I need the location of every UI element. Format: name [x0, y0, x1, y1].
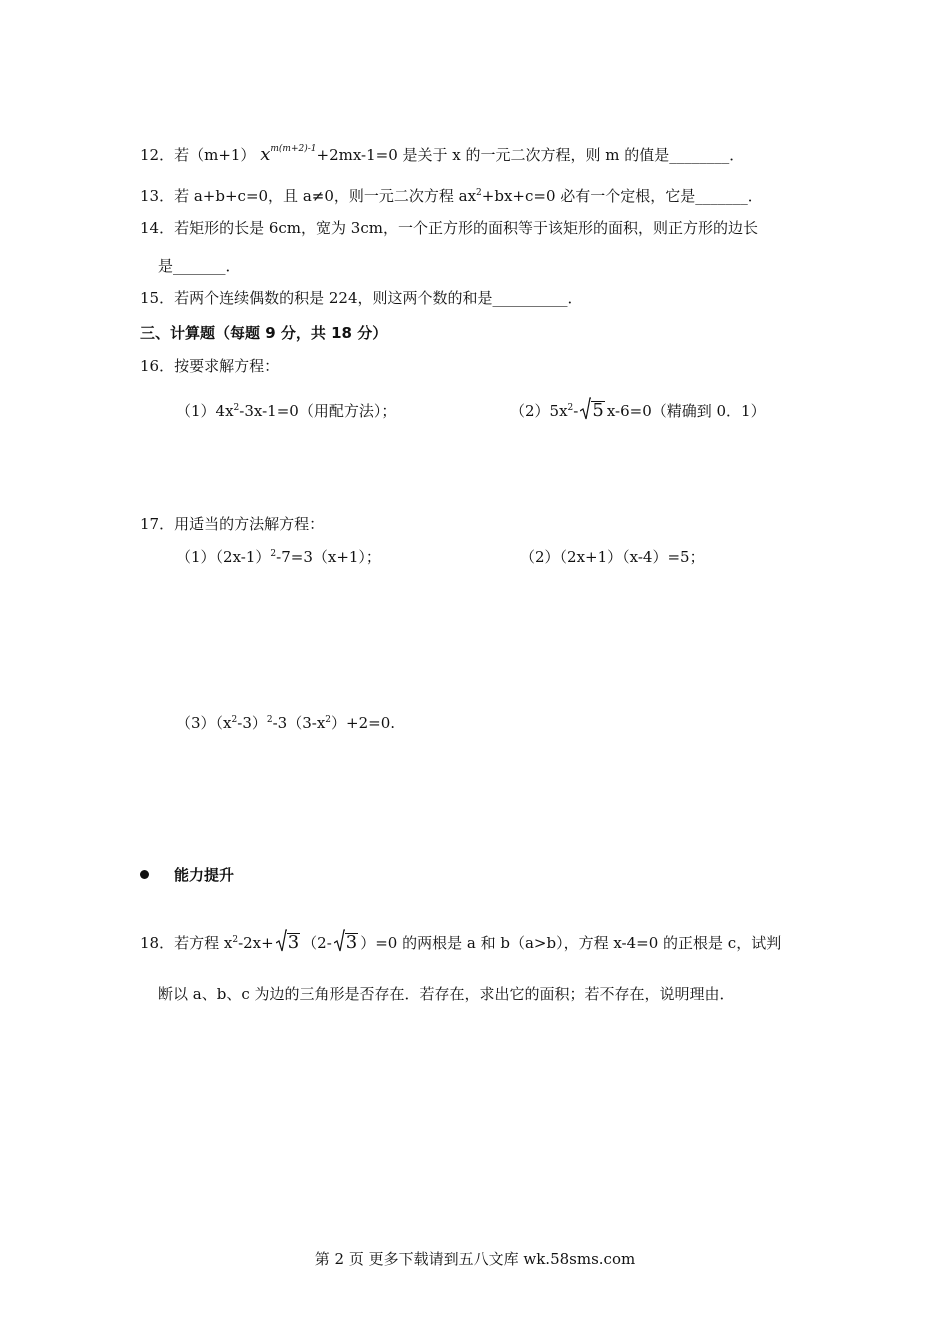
- q18-root2: 3: [345, 932, 358, 953]
- q16-p2-root: 5: [592, 400, 604, 421]
- q18-b: -2x+: [238, 934, 274, 952]
- sqrt-symbol: [580, 400, 604, 422]
- sqrt-symbol: [334, 932, 358, 954]
- question-14-line1: 14．若矩形的长是 6cm，宽为 3cm，一个正方形的面积等于该矩形的面积，则正方形的边长: [140, 219, 758, 237]
- q16-part2: [510, 400, 766, 422]
- q16-p1-a: （1）4x: [176, 402, 234, 420]
- question-12: [140, 138, 744, 166]
- q17-part3: [176, 712, 395, 734]
- q17-p3-sup1: 2: [231, 715, 238, 725]
- q12-base: x: [260, 144, 271, 165]
- question-16-title: 16．按要求解方程：: [140, 357, 280, 375]
- q12-text-b: +2mx-1=0 是关于 x 的一元二次方程，则 m 的值是________．: [316, 146, 745, 164]
- q17-part2: （2）（2x+1）（x-4）=5；: [520, 548, 705, 566]
- q13-text-a: 13．若 a+b+c=0，且 a≠0，则一元二次方程 ax: [140, 187, 477, 205]
- section-3-title: 三、计算题（每题 9 分，共 18 分）: [140, 324, 388, 342]
- q12-exponent: m(m+2)-1: [270, 144, 317, 154]
- question-18-line2: 断以 a、b、c 为边的三角形是否存在．若存在，求出它的面积；若不存在，说明理由．: [158, 985, 735, 1003]
- q12-text-a: 若（m+1）: [174, 146, 256, 164]
- question-18-line1: [140, 932, 781, 954]
- question-13: [140, 185, 763, 207]
- q17-p1-sup: 2: [270, 549, 277, 559]
- q16-part1: [176, 400, 396, 422]
- q16-p1-sup: 2: [233, 403, 240, 413]
- q17-p1-b: -7=3（x+1）；: [276, 548, 381, 566]
- q17-p3-c: -3（3-x: [272, 714, 326, 732]
- q16-p2-b: -: [573, 402, 579, 420]
- question-14-line2: 是_______．: [158, 257, 241, 275]
- question-17-title: 17．用适当的方法解方程：: [140, 515, 325, 533]
- q12-num: 12．: [140, 146, 175, 164]
- q16-p2-sup: 2: [567, 403, 574, 413]
- q16-p2-c: x-6=0（精确到 0．1）: [606, 402, 766, 420]
- q17-p3-d: ）+2=0.: [331, 714, 396, 732]
- bullet-icon: [140, 870, 149, 879]
- q17-p3-sup3: 2: [325, 715, 332, 725]
- sqrt-symbol: [276, 932, 300, 954]
- q13-sup: 2: [476, 188, 482, 198]
- q18-root1: 3: [287, 932, 300, 953]
- q13-text-b: +bx+c=0 必有一个定根，它是_______．: [481, 187, 763, 205]
- q16-p1-b: -3x-1=0（用配方法）；: [239, 402, 397, 420]
- page-footer: 第 2 页 更多下载请到五八文库 wk.58sms.com: [314, 1250, 636, 1268]
- q18-c: （2-: [302, 934, 332, 952]
- q17-p3-sup2: 2: [266, 715, 273, 725]
- q17-p3-b: -3）: [237, 714, 267, 732]
- q16-p2-a: （2）5x: [510, 402, 568, 420]
- question-15: 15．若两个连续偶数的积是 224，则这两个数的和是__________．: [140, 289, 583, 307]
- q18-a: 18．若方程 x: [140, 934, 233, 952]
- q18-sup: 2: [232, 935, 239, 945]
- q17-part1: [176, 546, 381, 568]
- q17-p1-a: （1）（2x-1）: [176, 548, 271, 566]
- ability-title: 能力提升: [174, 866, 235, 884]
- q18-d: ）=0 的两根是 a 和 b（a>b），方程 x-4=0 的正根是 c，试判: [360, 934, 782, 952]
- q17-p3-a: （3）（x: [176, 714, 232, 732]
